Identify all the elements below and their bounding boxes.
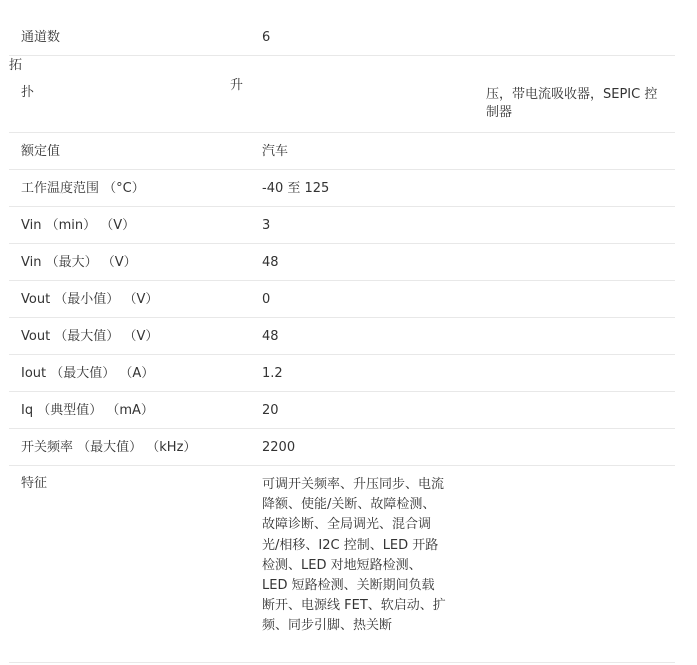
param-value: 汽车 <box>262 144 289 159</box>
param-name: 工作温度范围 （°C） <box>21 181 145 196</box>
table-row <box>9 281 675 318</box>
param-value: 可调开关频率、升压同步、电流降额、使能/关断、故障检测、故障诊断、全局调光、混合调光/相移、I2C 控制、LED 开路检测、LED 对地短路检测、LED 短路检测、关断期间负载断开、电源线 FET、软启动、扩频、同步引脚、热关断 <box>262 477 446 634</box>
table-row <box>9 355 675 392</box>
param-value: 0 <box>262 292 271 307</box>
param-value: 48 <box>262 255 279 270</box>
param-name: 开关频率 （最大值） （kHz） <box>21 440 197 455</box>
table-row <box>9 133 675 170</box>
param-value: 3 <box>262 218 271 233</box>
table-row <box>9 318 675 355</box>
param-name: Vin （最大） （V） <box>21 255 137 270</box>
param-name: Iq （典型值） （mA） <box>21 403 154 418</box>
table-row-topology <box>9 56 675 133</box>
param-name: Vout （最大值） （V） <box>21 329 159 344</box>
param-value: -40 至 125 <box>262 181 330 196</box>
param-value-part: 升 <box>230 78 244 93</box>
table-row <box>9 19 675 56</box>
param-value: 48 <box>262 329 279 344</box>
param-value-part: 压，带电流吸收器，SEPIC 控制器 <box>486 87 658 120</box>
param-value: 20 <box>262 403 279 418</box>
param-name-part: 拓 <box>9 58 23 73</box>
table-row <box>9 429 675 466</box>
table-row <box>9 392 675 429</box>
param-value: 1.2 <box>262 366 283 381</box>
parameters-table <box>9 19 675 663</box>
param-name: Iout （最大值） （A） <box>21 366 155 381</box>
param-name: Vin （min） （V） <box>21 218 136 233</box>
param-name: 特征 <box>21 476 48 491</box>
table-row <box>9 244 675 281</box>
table-row <box>9 207 675 244</box>
param-name: Vout （最小值） （V） <box>21 292 159 307</box>
param-name: 额定值 <box>21 144 61 159</box>
param-value: 2200 <box>262 440 296 455</box>
param-value: 6 <box>262 30 271 45</box>
table-row-features <box>9 466 675 663</box>
param-name-part: 扑 <box>21 85 35 100</box>
param-name: 通道数 <box>21 30 61 45</box>
table-row <box>9 170 675 207</box>
